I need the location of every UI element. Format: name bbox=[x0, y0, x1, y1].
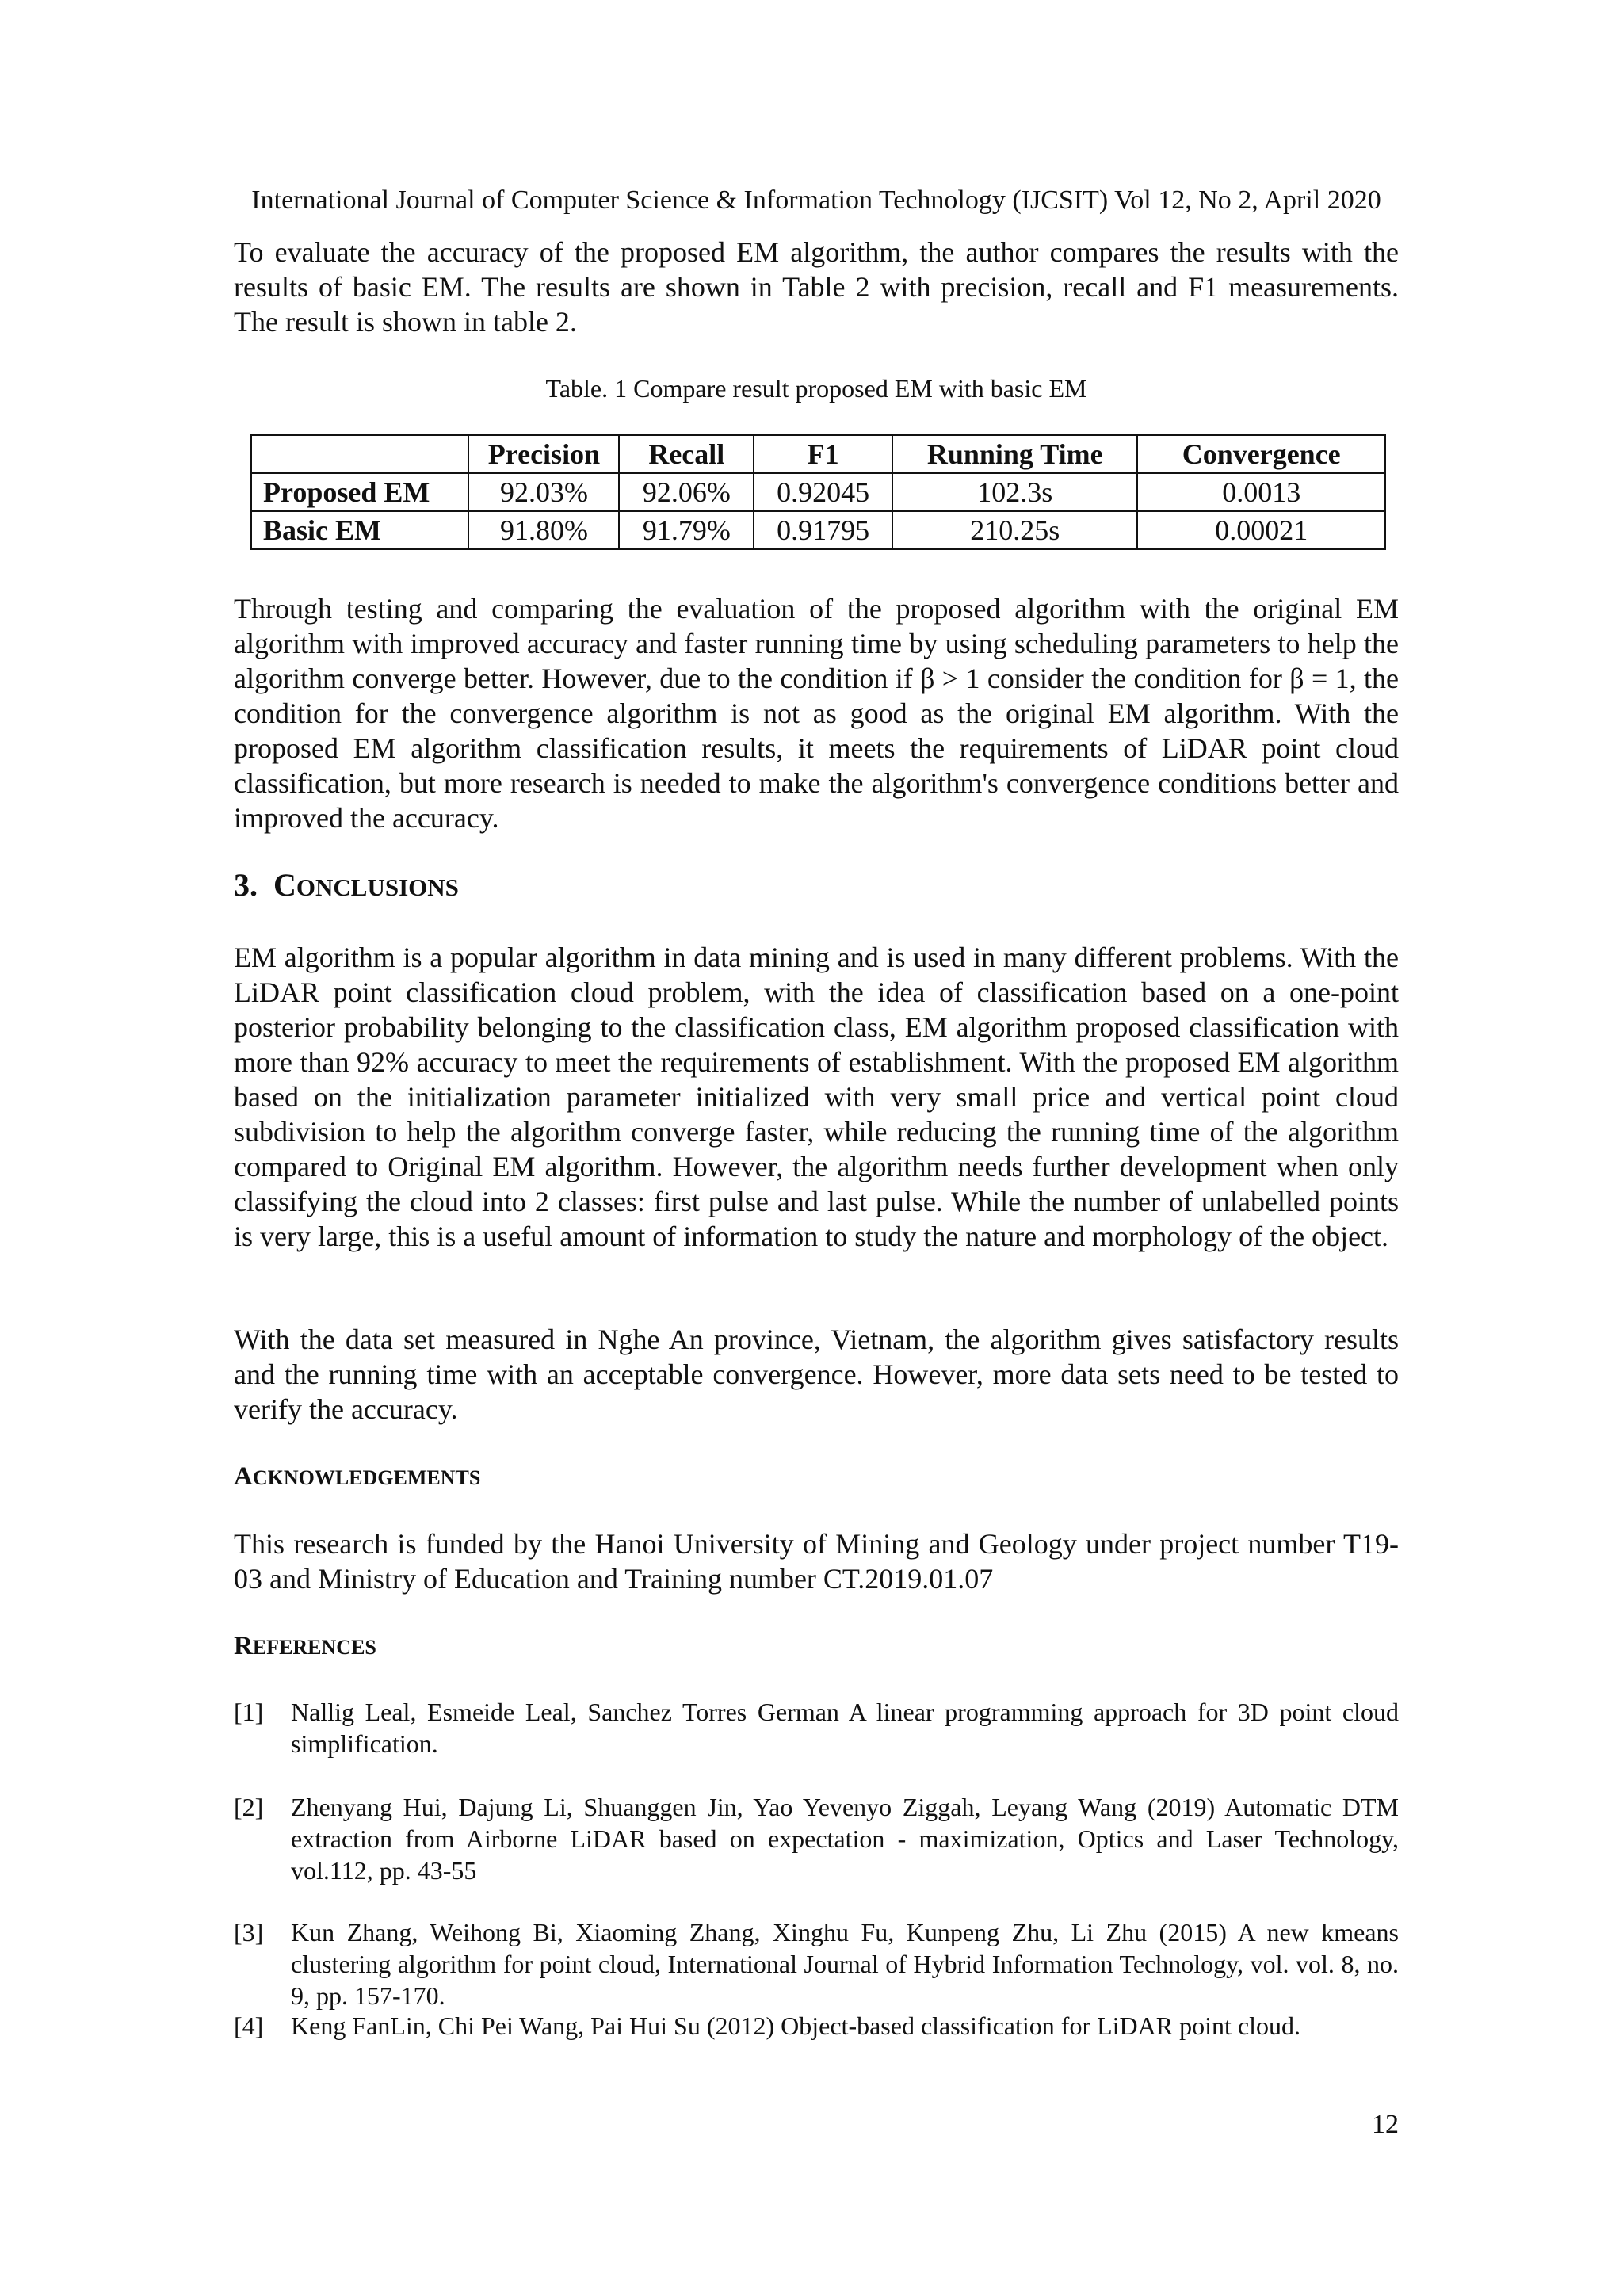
cell-f1: 0.91795 bbox=[754, 511, 892, 549]
reference-number: [3] bbox=[234, 1918, 264, 1946]
section-title-rest: ONCLUSIONS bbox=[296, 873, 459, 901]
acknowledgements-text: This research is funded by the Hanoi University of Mining and Geology under project number T19-03 and Ministry of Education and Training number CT.2019.01.07 bbox=[234, 1528, 1399, 1595]
table-caption: Table. 1 Compare result proposed EM with basic EM bbox=[545, 374, 1087, 403]
table-row bbox=[251, 511, 1385, 549]
table-header-empty bbox=[251, 435, 468, 473]
acknowledgements-heading bbox=[234, 1460, 480, 1495]
table-header-row bbox=[251, 435, 1385, 473]
cell-running-time: 210.25s bbox=[892, 511, 1137, 549]
intro-paragraph: To evaluate the accuracy of the proposed EM algorithm, the author compares the results with the results of basic EM. The results are shown in Table 2 with precision, recall and F1 measurements. The result is shown in table 2. bbox=[234, 236, 1399, 338]
discussion-paragraph: Through testing and comparing the evaluation of the proposed algorithm with the original EM algorithm with improved accuracy and faster running time by using scheduling parameters to help the algorithm converge better. However, due to the condition if β > 1 consider the condition for β = 1, the condition for the convergence algorithm is not as good as the original EM algorithm. With the proposed EM algorithm classification results, it meets the requirements of LiDAR point cloud classification, but more research is needed to make the algorithm's convergence conditions better and improved the accuracy. bbox=[234, 593, 1399, 834]
results-table bbox=[250, 434, 1386, 550]
references-title-rest: EFERENCES bbox=[252, 1636, 376, 1659]
cell-running-time: 102.3s bbox=[892, 473, 1137, 511]
reference-text: Zhenyang Hui, Dajung Li, Shuanggen Jin, Yao Yevenyo Ziggah, Leyang Wang (2019) Automatic DTM extraction from Airborne LiDAR based on expectation - maximization, Optics and Laser Technology, vol.112, pp. 43-55 bbox=[291, 1793, 1399, 1885]
cell-precision: 91.80% bbox=[468, 511, 619, 549]
reference-number: [4] bbox=[234, 2011, 264, 2040]
reference-item bbox=[234, 2010, 1399, 2042]
cell-recall: 91.79% bbox=[619, 511, 754, 549]
acknowledgements-title-rest: CKNOWLEDGEMENTS bbox=[252, 1466, 481, 1489]
conclusions-paragraph-1: EM algorithm is a popular algorithm in data mining and is used in many different problems. With the LiDAR point classification cloud problem, with the idea of classification based on a one-point posterior probability belonging to the classification class, EM algorithm proposed classification with more than 92% accuracy to meet the requirements of establishment. With the proposed EM algorithm based on the initialization parameter initialized with very small price and vertical point cloud subdivision to help the algorithm converge faster, while reducing the running time of the algorithm compared to Original EM algorithm. However, the algorithm needs further development when only classifying the cloud into 2 classes: first pulse and last pulse. While the number of unlabelled points is very large, this is a useful amount of information to study the nature and morphology of the object. bbox=[234, 942, 1399, 1252]
conclusions-heading bbox=[234, 865, 459, 907]
cell-convergence: 0.0013 bbox=[1137, 473, 1385, 511]
table-header-precision: Precision bbox=[468, 435, 619, 473]
section-number: 3. bbox=[234, 867, 258, 903]
cell-convergence: 0.00021 bbox=[1137, 511, 1385, 549]
table-header-f1: F1 bbox=[754, 435, 892, 473]
cell-f1: 0.92045 bbox=[754, 473, 892, 511]
references-title-initial: R bbox=[234, 1632, 253, 1660]
table-header-recall: Recall bbox=[619, 435, 754, 473]
references-heading bbox=[234, 1629, 376, 1664]
table-row bbox=[251, 473, 1385, 511]
cell-precision: 92.03% bbox=[468, 473, 619, 511]
reference-item bbox=[234, 1791, 1399, 1886]
acknowledgements-title-initial: A bbox=[234, 1462, 253, 1491]
page-number: 12 bbox=[1372, 2110, 1399, 2139]
row-label: Basic EM bbox=[251, 511, 468, 549]
cell-recall: 92.06% bbox=[619, 473, 754, 511]
reference-item bbox=[234, 1696, 1399, 1759]
row-label: Proposed EM bbox=[251, 473, 468, 511]
reference-item bbox=[234, 1916, 1399, 2011]
conclusions-paragraph-2: With the data set measured in Nghe An province, Vietnam, the algorithm gives satisfactory results and the running time with an acceptable convergence. However, more data sets need to be tested to verify the accuracy. bbox=[234, 1324, 1399, 1425]
reference-number: [1] bbox=[234, 1698, 264, 1726]
reference-text: Kun Zhang, Weihong Bi, Xiaoming Zhang, Xinghu Fu, Kunpeng Zhu, Li Zhu (2015) A new kmeans clustering algorithm for point cloud, International Journal of Hybrid Information Technology, vol. vol. 8, no. 9, pp. 157-170. bbox=[291, 1918, 1399, 2010]
reference-number: [2] bbox=[234, 1793, 264, 1821]
section-title-initial: C bbox=[273, 867, 296, 903]
reference-text: Nallig Leal, Esmeide Leal, Sanchez Torres German A linear programming approach for 3D point cloud simplification. bbox=[291, 1698, 1399, 1758]
table-header-convergence: Convergence bbox=[1137, 435, 1385, 473]
journal-header: International Journal of Computer Science & Information Technology (IJCSIT) Vol 12, No 2, April 2020 bbox=[251, 185, 1381, 215]
reference-text: Keng FanLin, Chi Pei Wang, Pai Hui Su (2012) Object-based classification for LiDAR point cloud. bbox=[291, 2011, 1300, 2040]
table-header-running-time: Running Time bbox=[892, 435, 1137, 473]
